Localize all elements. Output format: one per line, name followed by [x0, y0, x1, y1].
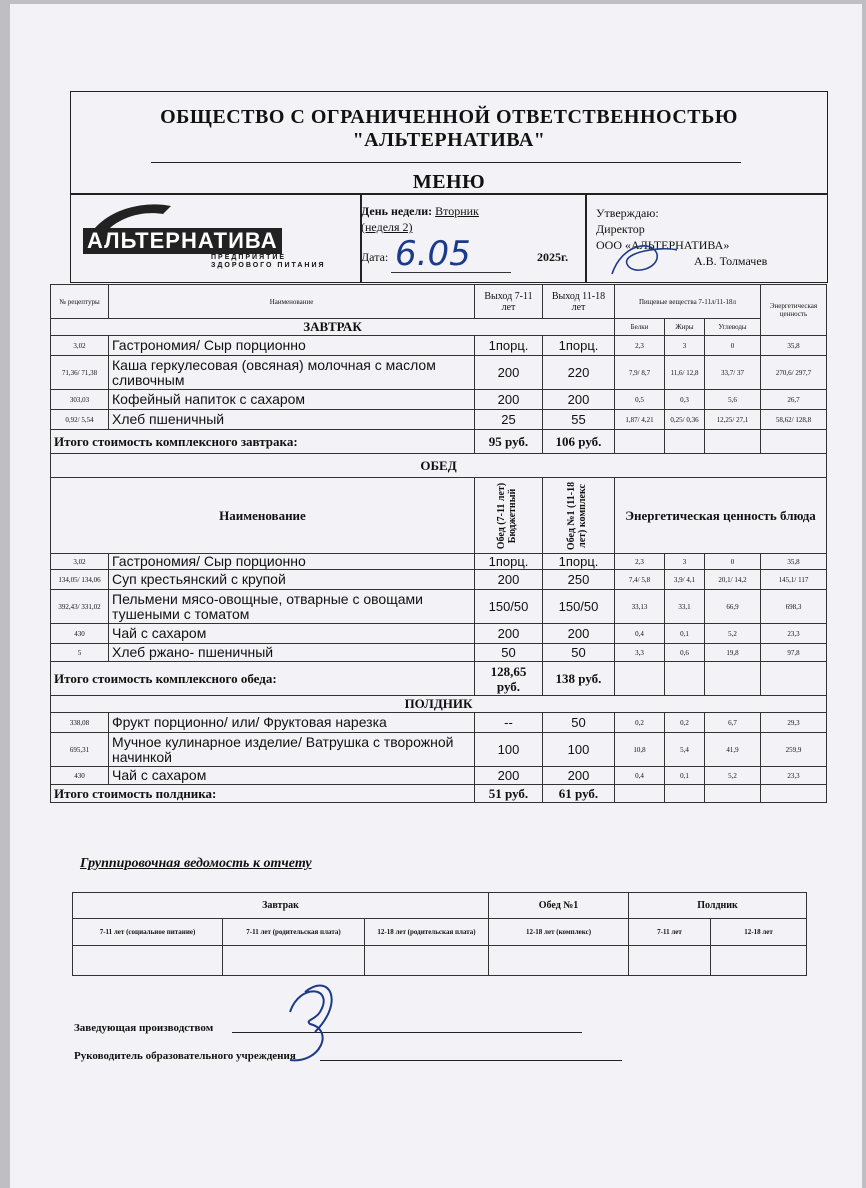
energy-value: 35,8 — [761, 554, 827, 570]
proteins-value: 7,9/ 8,7 — [615, 356, 665, 390]
recipe-code: 3,02 — [51, 336, 109, 356]
proteins-value: 0,4 — [615, 767, 665, 785]
col-recipe: № рецептуры — [51, 285, 109, 319]
portion-small: 1порц. — [475, 336, 543, 356]
proteins-value: 0,4 — [615, 624, 665, 644]
col-fats: Жиры — [665, 319, 705, 336]
proteins-value: 3,3 — [615, 644, 665, 662]
summary-sub: 12-18 лет (комплекс) — [489, 919, 629, 946]
fats-value: 33,1 — [665, 590, 705, 624]
summary-sub: 7-11 лет (социальное питание) — [73, 919, 223, 946]
carbs-value: 5,6 — [705, 390, 761, 410]
recipe-code: 3,02 — [51, 554, 109, 570]
lunch-title: ОБЕД — [51, 454, 827, 478]
carbs-value: 20,1/ 14,2 — [705, 570, 761, 590]
dish-name: Хлеб ржано- пшеничный — [109, 644, 475, 662]
approval-name: А.В. Толмачев — [694, 254, 768, 268]
portion-small: 200 — [475, 390, 543, 410]
proteins-value: 33,13 — [615, 590, 665, 624]
date-handwritten: 6.05 — [395, 234, 471, 274]
fats-value: 3,9/ 4,1 — [665, 570, 705, 590]
proteins-value: 2,3 — [615, 336, 665, 356]
lunch-total1: 128,65 руб. — [475, 662, 543, 696]
breakfast-total2: 106 руб. — [543, 430, 615, 454]
fats-value: 11,6/ 12,8 — [665, 356, 705, 390]
director-signature-icon — [602, 234, 682, 280]
col-nutrients: Пищевые вещества 7-11л/11-18л — [615, 285, 761, 319]
day-label: День недели: — [361, 204, 433, 218]
col-out2: Выход 11-18 лет — [543, 285, 615, 319]
lunch-col1: Обед (7-11 лет) Бюджетный — [496, 482, 518, 549]
portion-large: 1порц. — [543, 336, 615, 356]
energy-value: 97,8 — [761, 644, 827, 662]
portion-large: 55 — [543, 410, 615, 430]
production-signature-icon — [260, 972, 350, 1072]
header-box — [70, 91, 828, 195]
recipe-code: 338,08 — [51, 713, 109, 733]
header-rule — [151, 162, 741, 163]
summary-title: Группировочная ведомость к отчету — [80, 856, 312, 871]
dish-name: Гастрономия/ Сыр порционно — [109, 554, 475, 570]
snack-title: ПОЛДНИК — [51, 696, 827, 713]
logo-box — [70, 193, 362, 283]
dish-name: Гастрономия/ Сыр порционно — [109, 336, 475, 356]
carbs-value: 41,9 — [705, 733, 761, 767]
energy-value: 29,3 — [761, 713, 827, 733]
director-label: Руководитель образовательного учреждения — [74, 1050, 296, 1062]
lunch-total-label: Итого стоимость комплексного обеда: — [51, 662, 475, 696]
fats-value: 0,1 — [665, 624, 705, 644]
portion-large: 200 — [543, 624, 615, 644]
carbs-value: 5,2 — [705, 624, 761, 644]
portion-large: 220 — [543, 356, 615, 390]
director-signature-line — [320, 1060, 622, 1061]
approval-label: Утверждаю: — [596, 206, 659, 220]
proteins-value: 0,5 — [615, 390, 665, 410]
date-underline — [391, 272, 511, 273]
energy-value: 58,62/ 128,8 — [761, 410, 827, 430]
breakfast-title: ЗАВТРАК — [51, 319, 615, 336]
menu-row — [51, 570, 827, 590]
approval-org: ООО «АЛЬТЕРНАТИВА» — [596, 238, 730, 252]
dish-name: Фрукт порционно/ или/ Фруктовая нарезка — [109, 713, 475, 733]
dish-name: Суп крестьянский с крупой — [109, 570, 475, 590]
carbs-value: 5,2 — [705, 767, 761, 785]
lunch-col-energy: Энергетическая ценность блюда — [615, 478, 827, 554]
carbs-value: 0 — [705, 336, 761, 356]
portion-small: 1порц. — [475, 554, 543, 570]
breakfast-table — [50, 284, 827, 803]
snack-total2: 61 руб. — [543, 785, 615, 803]
portion-small: 200 — [475, 624, 543, 644]
fats-value: 5,4 — [665, 733, 705, 767]
dish-name: Пельмени мясо-овощные, отварные с овощами тушеными с томатом — [109, 590, 475, 624]
recipe-code: 0,92/ 5,54 — [51, 410, 109, 430]
menu-row — [51, 356, 827, 390]
dish-name: Чай с сахаром — [109, 624, 475, 644]
summary-sub: 12-18 лет (родительская плата) — [365, 919, 489, 946]
fats-value: 0,1 — [665, 767, 705, 785]
portion-small: 200 — [475, 356, 543, 390]
col-out1: Выход 7-11 лет — [475, 285, 543, 319]
energy-value: 145,1/ 117 — [761, 570, 827, 590]
menu-row — [51, 644, 827, 662]
breakfast-total-label: Итого стоимость комплексного завтрака: — [51, 430, 475, 454]
lunch-total2: 138 руб. — [543, 662, 615, 696]
menu-row — [51, 713, 827, 733]
portion-small: 50 — [475, 644, 543, 662]
col-proteins: Белки — [615, 319, 665, 336]
logo-text: АЛЬТЕРНАТИВА — [83, 228, 282, 254]
recipe-code: 430 — [51, 624, 109, 644]
fats-value: 3 — [665, 554, 705, 570]
snack-total1: 51 руб. — [475, 785, 543, 803]
logo-tagline: ПРЕДПРИЯТИЕ ЗДОРОВОГО ПИТАНИЯ — [211, 254, 326, 269]
date-label: Дата: — [361, 250, 389, 264]
week-value: (неделя 2) — [361, 220, 413, 234]
menu-sheet — [10, 4, 862, 1188]
recipe-code: 303,03 — [51, 390, 109, 410]
portion-large: 1порц. — [543, 554, 615, 570]
company-name-line2: "АЛЬТЕРНАТИВА" — [352, 129, 546, 151]
lunch-col-name: Наименование — [51, 478, 475, 554]
menu-row — [51, 624, 827, 644]
portion-small: 200 — [475, 570, 543, 590]
fats-value: 3 — [665, 336, 705, 356]
company-name-line1: ОБЩЕСТВО С ОГРАНИЧЕННОЙ ОТВЕТСТВЕННОСТЬЮ — [160, 106, 738, 128]
fats-value: 0,6 — [665, 644, 705, 662]
carbs-value: 19,8 — [705, 644, 761, 662]
recipe-code: 392,43/ 331,02 — [51, 590, 109, 624]
energy-value: 23,3 — [761, 624, 827, 644]
menu-row — [51, 767, 827, 785]
dish-name: Хлеб пшеничный — [109, 410, 475, 430]
portion-large: 150/50 — [543, 590, 615, 624]
summary-sub: 7-11 лет — [629, 919, 711, 946]
carbs-value: 12,25/ 27,1 — [705, 410, 761, 430]
recipe-code: 695,31 — [51, 733, 109, 767]
summary-table — [72, 892, 807, 976]
energy-value: 26,7 — [761, 390, 827, 410]
recipe-code: 5 — [51, 644, 109, 662]
approval-box — [585, 193, 828, 283]
col-carbs: Углеводы — [705, 319, 761, 336]
portion-large: 250 — [543, 570, 615, 590]
portion-small: 150/50 — [475, 590, 543, 624]
summary-snack: Полдник — [629, 893, 807, 919]
production-label: Заведующая производством — [74, 1022, 214, 1034]
dish-name: Каша геркулесовая (овсяная) молочная с маслом сливочным — [109, 356, 475, 390]
menu-row — [51, 390, 827, 410]
proteins-value: 2,3 — [615, 554, 665, 570]
year-label: 2025г. — [537, 250, 569, 264]
col-name: Наименование — [109, 285, 475, 319]
summary-breakfast: Завтрак — [73, 893, 489, 919]
menu-row — [51, 733, 827, 767]
recipe-code: 430 — [51, 767, 109, 785]
menu-row — [51, 590, 827, 624]
energy-value: 270,6/ 297,7 — [761, 356, 827, 390]
carbs-value: 66,9 — [705, 590, 761, 624]
summary-sub: 12-18 лет — [711, 919, 807, 946]
fats-value: 0,2 — [665, 713, 705, 733]
energy-value: 698,3 — [761, 590, 827, 624]
menu-row — [51, 336, 827, 356]
menu-row — [51, 410, 827, 430]
portion-large: 100 — [543, 733, 615, 767]
fats-value: 0,3 — [665, 390, 705, 410]
portion-large: 200 — [543, 767, 615, 785]
portion-large: 200 — [543, 390, 615, 410]
recipe-code: 71,36/ 71,38 — [51, 356, 109, 390]
recipe-code: 134,05/ 134,06 — [51, 570, 109, 590]
energy-value: 259,9 — [761, 733, 827, 767]
snack-total-label: Итого стоимость полдника: — [51, 785, 475, 803]
dish-name: Чай с сахаром — [109, 767, 475, 785]
carbs-value: 33,7/ 37 — [705, 356, 761, 390]
proteins-value: 10,8 — [615, 733, 665, 767]
dish-name: Кофейный напиток с сахаром — [109, 390, 475, 410]
portion-large: 50 — [543, 644, 615, 662]
portion-large: 50 — [543, 713, 615, 733]
lunch-col2: Обед №1 (11-18 лет) комплекс — [566, 481, 588, 550]
dish-name: Мучное кулинарное изделие/ Ватрушка с творожной начинкой — [109, 733, 475, 767]
energy-value: 23,3 — [761, 767, 827, 785]
carbs-value: 0 — [705, 554, 761, 570]
carbs-value: 6,7 — [705, 713, 761, 733]
portion-small: -- — [475, 713, 543, 733]
portion-small: 25 — [475, 410, 543, 430]
proteins-value: 1,87/ 4,21 — [615, 410, 665, 430]
portion-small: 200 — [475, 767, 543, 785]
portion-small: 100 — [475, 733, 543, 767]
menu-title: МЕНЮ — [412, 171, 486, 193]
col-energy: Энергетическая ценность — [761, 285, 827, 336]
summary-sub: 7-11 лет (родительская плата) — [223, 919, 365, 946]
breakfast-total1: 95 руб. — [475, 430, 543, 454]
approval-role: Директор — [596, 222, 645, 236]
day-value: Вторник — [435, 204, 479, 218]
proteins-value: 0,2 — [615, 713, 665, 733]
proteins-value: 7,4/ 5,8 — [615, 570, 665, 590]
energy-value: 35,8 — [761, 336, 827, 356]
day-box — [360, 193, 587, 283]
fats-value: 0,25/ 0,36 — [665, 410, 705, 430]
summary-lunch: Обед №1 — [489, 893, 629, 919]
menu-row — [51, 554, 827, 570]
